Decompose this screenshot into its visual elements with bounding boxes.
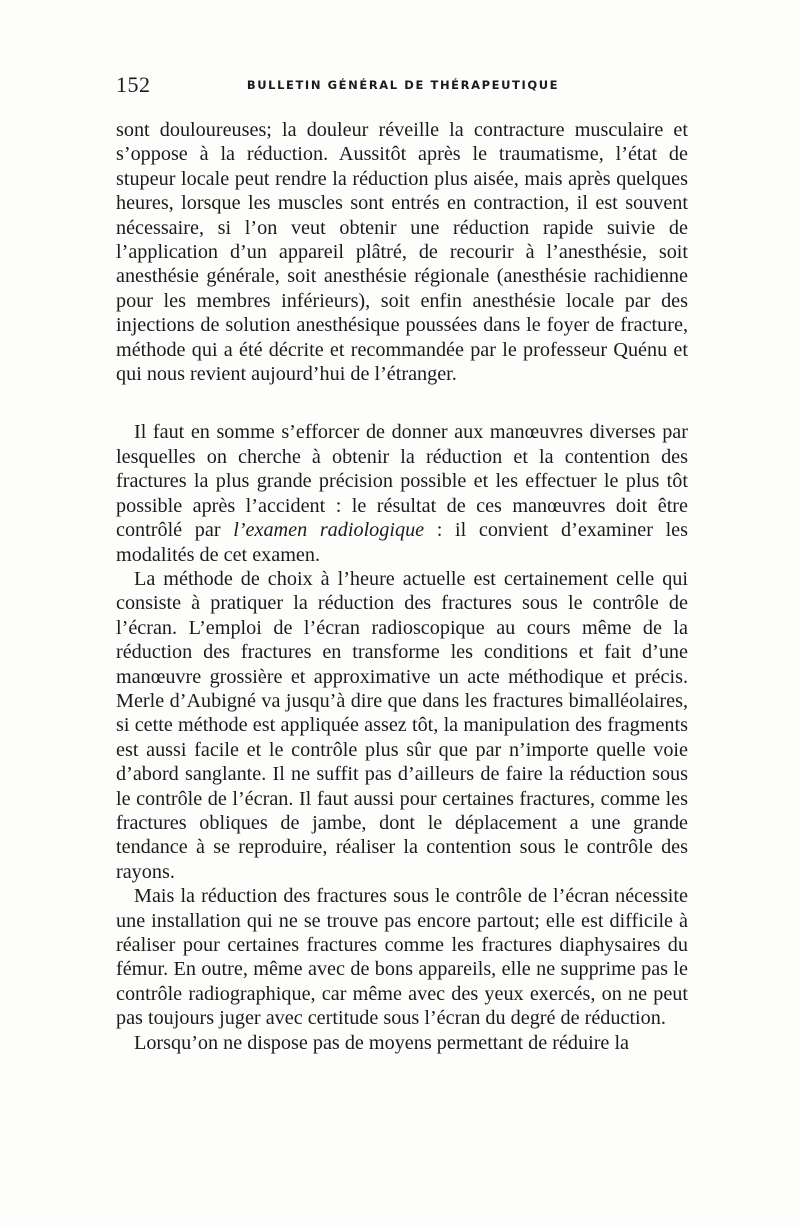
- paragraph-2-text-start: Il faut en somme s’efforcer de donner aux manœuvres diverses par lesquelles on cherche à obtenir la réduction et la contention des fractures la plus grande précision possible et les effectuer le plus tôt possible après l’accident : le résultat de ces manœuvres doit être contrôlé par: [116, 421, 688, 542]
- body-text: [116, 118, 688, 1055]
- page-header: [116, 72, 690, 100]
- paragraph-4: Mais la réduction des fractures sous le contrôle de l’écran nécessite une installation qui ne se trouve pas encore partout; elle est difficile à réaliser pour certaines fractures comme les fractures diaphysaires du fémur. En outre, même avec de bons appareils, elle ne supprime pas le contrôle radiographique, car même avec des yeux exercés, on ne peut pas toujours juger avec certitude sous l’écran du degré de réduction.: [116, 885, 688, 1030]
- page-number: 152: [116, 72, 151, 97]
- paragraph-2-italic: l’examen radiologique: [233, 519, 425, 542]
- paragraph-2: [116, 420, 688, 566]
- paragraph-1: sont douloureuses; la douleur réveille la contracture musculaire et s’oppose à la réduction. Aussitôt après le traumatisme, l’état de stupeur locale peut rendre la réduction plus aisée, mais après quelques heures, lorsque les muscles sont entrés en contraction, il est souvent nécessaire, si l’on veut obtenir une réduction rapide suivie de l’application d’un appareil plâtré, de recourir à l’anesthésie, soit anesthésie générale, soit anesthésie régionale (anesthésie rachidienne pour les membres inférieurs), soit enfin anesthésie locale par des injections de solution anesthésique poussées dans le foyer de fracture, méthode qui a été décrite et recommandée par le professeur Quénu et qui nous revient aujourd’hui de l’étranger.: [116, 119, 688, 386]
- paragraph-3: La méthode de choix à l’heure actuelle est certainement celle qui consiste à pratiquer la réduction des fractures sous le contrôle de l’écran. L’emploi de l’écran radioscopique au cours même de la réduction des fractures en transforme les conditions et fait d’une manœuvre grossière et approximative un acte méthodique et précis. Merle d’Aubigné va jusqu’à dire que dans les fractures bimalléolaires, si cette méthode est appliquée assez tôt, la manipulation des fragments est aussi facile et le contrôle plus sûr que par n’importe quelle voie d’abord sanglante. Il ne suffit pas d’ailleurs de faire la réduction sous le contrôle de l’écran. Il faut aussi pour certaines fractures, comme les fractures obliques de jambe, dont le déplacement a une grande tendance à se reproduire, réaliser la contention sous le contrôle des rayons.: [116, 567, 688, 883]
- paragraph-gap: [116, 386, 688, 420]
- paragraph-2-text-end: : il convient d’examiner les modalités de cet examen.: [116, 519, 689, 566]
- running-title: BULLETIN GÉNÉRAL DE THÉRAPEUTIQUE: [246, 78, 560, 92]
- paragraph-5: Lorsqu’on ne dispose pas de moyens permettant de réduire la: [134, 1031, 630, 1054]
